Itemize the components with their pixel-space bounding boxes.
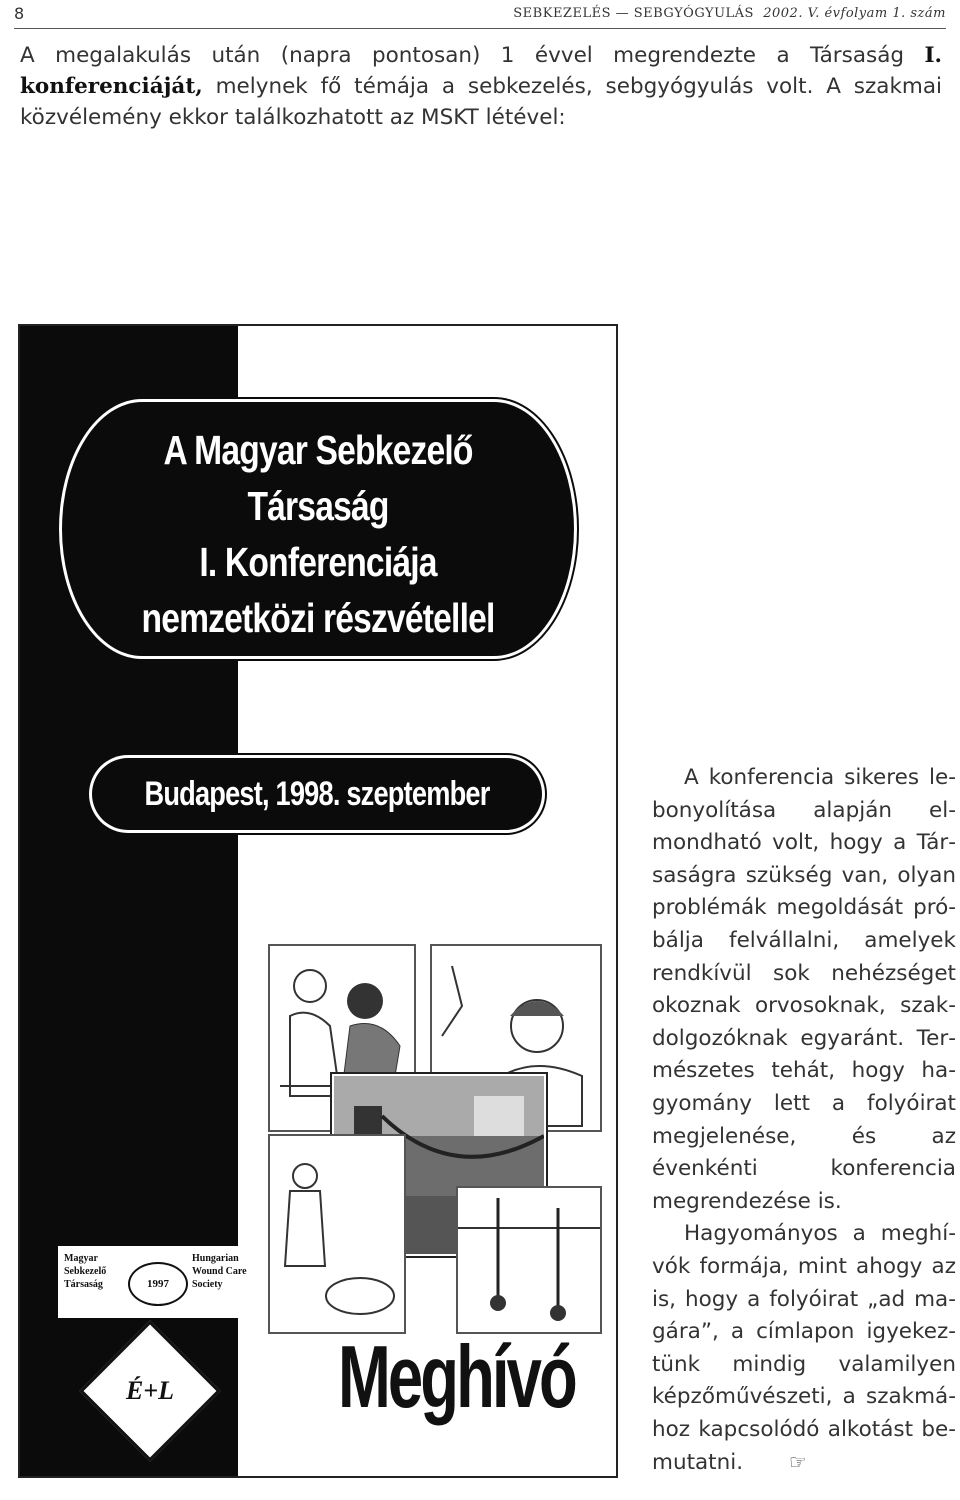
column-paragraph-2: Hagyományos a meghívók formája, mint ahogy az is, hogy a folyóirat „ad magára”, a címlapon igyekeztünk mindig valamilyen képzőművészeti, a szakmához kapcsolódó alkotást bemutatni. — [652, 1221, 956, 1476]
logo-english-name: Hungarian Wound Care Society — [192, 1253, 247, 1290]
running-title — [513, 6, 946, 21]
speckle — [26, 606, 31, 611]
intro-text-1: A megalakulás után (napra pontosan) 1 évvel megrendezte a Társaság — [20, 43, 925, 68]
intro-text-2: melynek fő témája a sebkezelés, sebgyógyulás volt. A szakmai közvélemény ekkor találkozhatott az MSKT létével: — [20, 74, 942, 130]
brochure-title-line: I. Konferenciája — [199, 539, 437, 585]
page-number: 8 — [14, 4, 25, 23]
journal-title: SEBKEZELÉS — SEBGYÓGYULÁS — [513, 6, 754, 21]
logo-year: 1997 — [128, 1262, 188, 1306]
brochure-title-line: nemzetközi részvétellel — [141, 595, 495, 641]
speckle — [28, 556, 33, 561]
brochure-title-box — [62, 402, 574, 656]
brochure-title-line: Társaság — [247, 483, 389, 529]
illustration-doctor — [268, 1134, 406, 1334]
issue-info: 2002. V. évfolyam 1. szám — [763, 6, 946, 21]
illustration-skin-section — [456, 1186, 602, 1334]
brochure-date: Budapest, 1998. szeptember 25-26. — [144, 775, 490, 885]
society-logo — [58, 1246, 258, 1318]
logo-hungarian-name: Magyar Sebkezelő Társaság — [64, 1253, 107, 1290]
page-header — [14, 2, 946, 29]
column-paragraph-1: A konferencia sikeres lebonyolítása alapján elmondható volt, hogy a Társaságra szükség van, olyan problémák megoldását próbálja felvállalni, amelyek rendkívül sok nehézséget okoznak orvosoknak, szakdolgozóknak egyaránt. Természetes tehát, hogy hagyomány lett a folyóirat megjelenése, és az évenkénti konferencia megrendezése is. — [652, 765, 956, 1214]
intro-paragraph — [20, 40, 942, 133]
pointing-hand-icon: ☞ — [789, 1450, 807, 1475]
text-column — [652, 762, 956, 1480]
brochure-date-box — [92, 758, 542, 885]
invitation-title: Meghívó — [338, 1327, 575, 1426]
brochure-title-line: A Magyar Sebkezelő — [163, 427, 473, 473]
conference-brochure-image — [18, 324, 618, 1478]
intro-bold: I. konferenciáját, — [20, 43, 942, 99]
publisher-logo-text: É+L — [125, 1376, 175, 1405]
